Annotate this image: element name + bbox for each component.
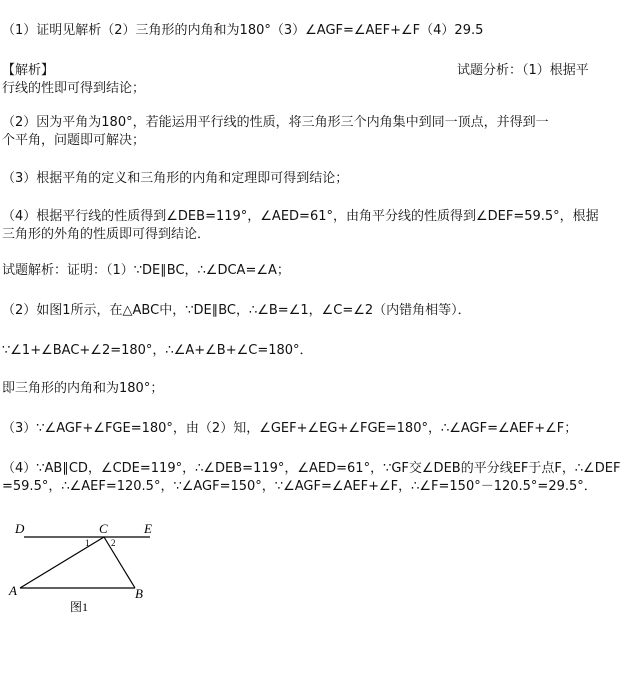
solution-line: 试题解析：证明：（1）∵DE∥BC，∴∠DCA=∠A； (2, 263, 290, 278)
analysis-intro-right: 试题分析：（1）根据平 (457, 63, 589, 78)
figure-1 (0, 515, 200, 625)
step4-line1: （4）根据平行线的性质得到∠DEB=119°，∠AED=61°，由角平分线的性质得到∠DEF=59.5°，根据 (2, 209, 599, 224)
sol2-conclusion: 即三角形的内角和为180°； (2, 381, 164, 396)
sol2-sum: ∵∠1+∠BAC+∠2=180°，∴∠A+∠B+∠C=180°． (2, 343, 313, 358)
figure-caption: 图1 (70, 600, 89, 614)
sol4-line1: （4）∵AB∥CD，∠CDE=119°，∴∠DEB=119°，∠AED=61°，∵GF交∠DEB的平分线EF于点F，∴∠DEF (2, 461, 621, 476)
step3: （3）根据平角的定义和三角形的内角和定理即可得到结论； (2, 171, 349, 186)
sol2-line: （2）如图1所示，在△ABC中，∵DE∥BC，∴∠B=∠1，∠C=∠2（内错角相等）． (2, 303, 471, 318)
answer-line: （1）证明见解析（2）三角形的内角和为180°（3）∠AGF=∠AEF+∠F（4）29.5 (2, 23, 484, 38)
step2-line2: 个平角，问题即可解决； (2, 133, 146, 148)
step2-line1: （2）因为平角为180°，若能运用平行线的性质，将三角形三个内角集中到同一顶点，并得到一 (2, 115, 549, 130)
line-ca (20, 537, 104, 588)
label-a: A (9, 583, 17, 598)
analysis-intro-cont: 行线的性即可得到结论； (2, 81, 146, 96)
step4-line2: 三角形的外角的性质即可得到结论． (2, 227, 211, 242)
angle-label-2: 2 (111, 538, 116, 548)
angle-label-1: 1 (85, 538, 90, 548)
label-b: B (135, 586, 143, 601)
label-c: C (99, 521, 108, 536)
sol4-line2: =59.5°，∴∠AEF=120.5°，∵∠AGF=150°，∵∠AGF=∠AEF+∠F，∴∠F=150°－120.5°=29.5°． (2, 479, 597, 494)
label-e: E (144, 521, 152, 536)
line-cb (104, 537, 135, 588)
analysis-title: 【解析】 (2, 63, 55, 78)
label-d: D (15, 521, 25, 536)
sol3: （3）∵∠AGF+∠FGE=180°，由（2）知，∠GEF+∠EG+∠FGE=180°，∴∠AGF=∠AEF+∠F； (2, 421, 578, 436)
